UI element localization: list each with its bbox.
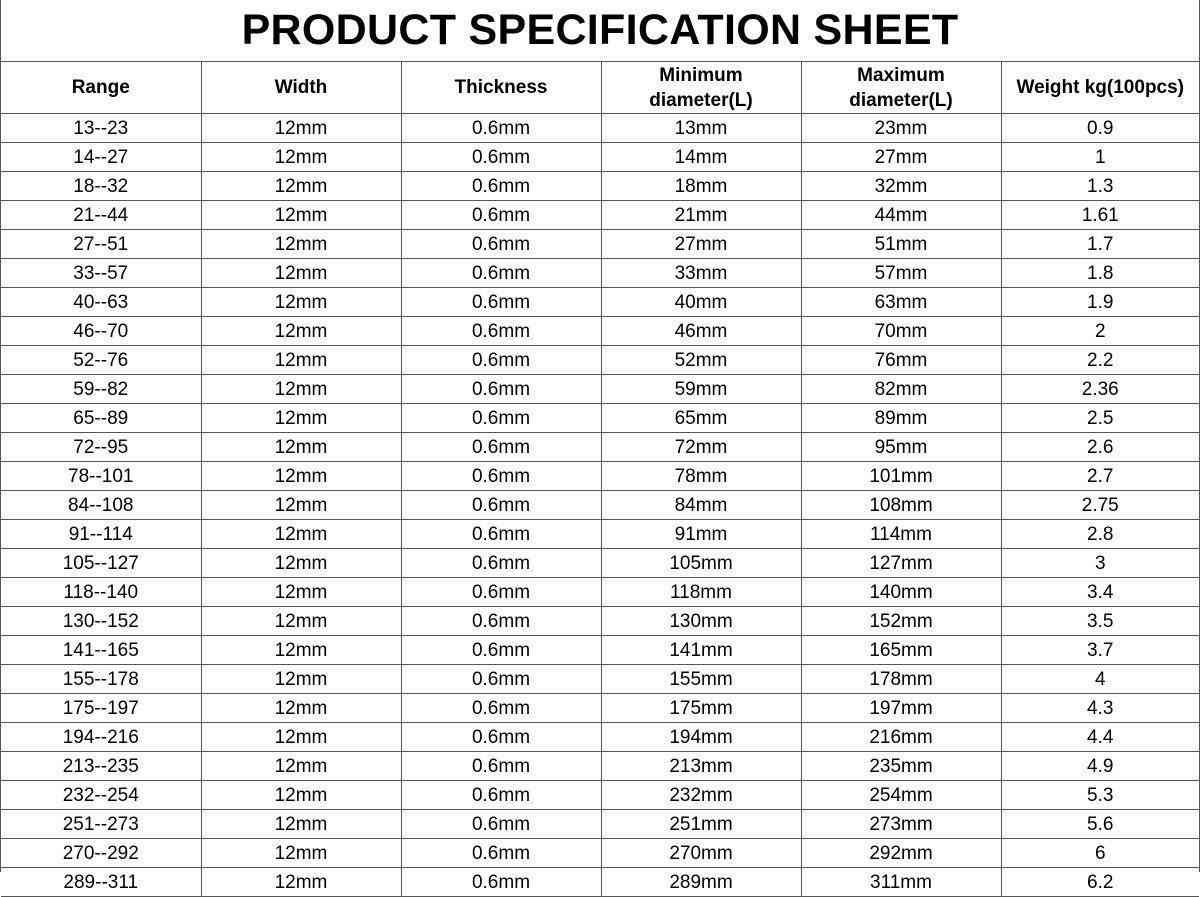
cell-width: 12mm: [201, 810, 401, 839]
cell-minimum-diameter: 175mm: [601, 694, 801, 723]
table-row: [1, 694, 1199, 723]
table-row: [1, 433, 1199, 462]
cell-width: 12mm: [201, 288, 401, 317]
cell-range: 105--127: [1, 549, 201, 578]
cell-maximum-diameter: 76mm: [801, 346, 1001, 375]
cell-weight: 1: [1001, 143, 1199, 172]
cell-width: 12mm: [201, 201, 401, 230]
table-row: [1, 114, 1199, 143]
cell-range: 91--114: [1, 520, 201, 549]
cell-thickness: 0.6mm: [401, 520, 601, 549]
table-row: [1, 839, 1199, 868]
cell-thickness: 0.6mm: [401, 375, 601, 404]
cell-width: 12mm: [201, 259, 401, 288]
cell-weight: 2.75: [1001, 491, 1199, 520]
cell-maximum-diameter: 82mm: [801, 375, 1001, 404]
cell-width: 12mm: [201, 346, 401, 375]
column-header-weight: [1001, 62, 1199, 114]
cell-minimum-diameter: 91mm: [601, 520, 801, 549]
cell-maximum-diameter: 140mm: [801, 578, 1001, 607]
cell-weight: 1.61: [1001, 201, 1199, 230]
cell-thickness: 0.6mm: [401, 810, 601, 839]
column-header-maximum-diameter: [801, 62, 1001, 114]
cell-thickness: 0.6mm: [401, 259, 601, 288]
cell-weight: 1.3: [1001, 172, 1199, 201]
cell-weight: 4.4: [1001, 723, 1199, 752]
table-row: [1, 317, 1199, 346]
cell-weight: 3.4: [1001, 578, 1199, 607]
cell-range: 270--292: [1, 839, 201, 868]
table-row: [1, 288, 1199, 317]
cell-maximum-diameter: 178mm: [801, 665, 1001, 694]
cell-range: 46--70: [1, 317, 201, 346]
cell-range: 118--140: [1, 578, 201, 607]
cell-weight: 4: [1001, 665, 1199, 694]
cell-maximum-diameter: 273mm: [801, 810, 1001, 839]
table-row: [1, 143, 1199, 172]
column-header-label: diameter(L): [849, 89, 953, 111]
cell-range: 175--197: [1, 694, 201, 723]
cell-thickness: 0.6mm: [401, 839, 601, 868]
table-row: [1, 549, 1199, 578]
table-row: [1, 346, 1199, 375]
column-header-width: [201, 62, 401, 114]
cell-width: 12mm: [201, 491, 401, 520]
cell-width: 12mm: [201, 839, 401, 868]
cell-range: 14--27: [1, 143, 201, 172]
cell-minimum-diameter: 105mm: [601, 549, 801, 578]
cell-maximum-diameter: 292mm: [801, 839, 1001, 868]
cell-weight: 1.9: [1001, 288, 1199, 317]
cell-weight: 2.5: [1001, 404, 1199, 433]
cell-thickness: 0.6mm: [401, 752, 601, 781]
cell-width: 12mm: [201, 462, 401, 491]
cell-thickness: 0.6mm: [401, 578, 601, 607]
cell-weight: 4.3: [1001, 694, 1199, 723]
cell-maximum-diameter: 101mm: [801, 462, 1001, 491]
cell-maximum-diameter: 235mm: [801, 752, 1001, 781]
cell-maximum-diameter: 216mm: [801, 723, 1001, 752]
cell-width: 12mm: [201, 607, 401, 636]
table-row: [1, 404, 1199, 433]
cell-range: 194--216: [1, 723, 201, 752]
cell-thickness: 0.6mm: [401, 694, 601, 723]
page-title: PRODUCT SPECIFICATION SHEET: [1, 0, 1199, 62]
cell-weight: 1.8: [1001, 259, 1199, 288]
cell-range: 84--108: [1, 491, 201, 520]
cell-maximum-diameter: 44mm: [801, 201, 1001, 230]
column-header-minimum-diameter: [601, 62, 801, 114]
cell-range: 251--273: [1, 810, 201, 839]
cell-minimum-diameter: 232mm: [601, 781, 801, 810]
cell-maximum-diameter: 51mm: [801, 230, 1001, 259]
cell-minimum-diameter: 194mm: [601, 723, 801, 752]
column-header-label: diameter(L): [649, 89, 753, 111]
cell-maximum-diameter: 114mm: [801, 520, 1001, 549]
cell-minimum-diameter: 14mm: [601, 143, 801, 172]
cell-thickness: 0.6mm: [401, 607, 601, 636]
cell-range: 72--95: [1, 433, 201, 462]
cell-range: 65--89: [1, 404, 201, 433]
cell-weight: 5.3: [1001, 781, 1199, 810]
column-header-label: Weight kg(100pcs): [1016, 77, 1185, 98]
table-header-row: [1, 62, 1199, 114]
cell-range: 213--235: [1, 752, 201, 781]
column-header-label: Minimum: [659, 64, 743, 86]
table-row: [1, 752, 1199, 781]
cell-range: 27--51: [1, 230, 201, 259]
cell-width: 12mm: [201, 665, 401, 694]
cell-width: 12mm: [201, 172, 401, 201]
cell-minimum-diameter: 155mm: [601, 665, 801, 694]
cell-thickness: 0.6mm: [401, 317, 601, 346]
cell-width: 12mm: [201, 781, 401, 810]
cell-thickness: 0.6mm: [401, 230, 601, 259]
cell-weight: 3.7: [1001, 636, 1199, 665]
cell-range: 21--44: [1, 201, 201, 230]
cell-maximum-diameter: 108mm: [801, 491, 1001, 520]
cell-weight: 2.6: [1001, 433, 1199, 462]
cell-maximum-diameter: 89mm: [801, 404, 1001, 433]
column-header-label: Range: [71, 77, 130, 98]
column-header-label: Width: [274, 77, 328, 98]
table-row: [1, 172, 1199, 201]
cell-minimum-diameter: 40mm: [601, 288, 801, 317]
cell-width: 12mm: [201, 375, 401, 404]
cell-thickness: 0.6mm: [401, 781, 601, 810]
cell-width: 12mm: [201, 723, 401, 752]
cell-maximum-diameter: 70mm: [801, 317, 1001, 346]
cell-width: 12mm: [201, 230, 401, 259]
cell-minimum-diameter: 251mm: [601, 810, 801, 839]
cell-maximum-diameter: 197mm: [801, 694, 1001, 723]
cell-width: 12mm: [201, 404, 401, 433]
cell-thickness: 0.6mm: [401, 114, 601, 143]
table-row: [1, 375, 1199, 404]
table-row: [1, 723, 1199, 752]
cell-maximum-diameter: 63mm: [801, 288, 1001, 317]
table-row: [1, 636, 1199, 665]
table-row: [1, 607, 1199, 636]
cell-range: 40--63: [1, 288, 201, 317]
cell-maximum-diameter: 32mm: [801, 172, 1001, 201]
table-row: [1, 578, 1199, 607]
cell-minimum-diameter: 72mm: [601, 433, 801, 462]
cell-thickness: 0.6mm: [401, 143, 601, 172]
table-row: [1, 810, 1199, 839]
cell-weight: 6: [1001, 839, 1199, 868]
cell-range: 155--178: [1, 665, 201, 694]
table-row: [1, 520, 1199, 549]
cell-width: 12mm: [201, 578, 401, 607]
cell-minimum-diameter: 59mm: [601, 375, 801, 404]
column-header-thickness: [401, 62, 601, 114]
cell-weight: 2.36: [1001, 375, 1199, 404]
cell-maximum-diameter: 127mm: [801, 549, 1001, 578]
cell-weight: 6.2: [1001, 868, 1199, 897]
cell-minimum-diameter: 46mm: [601, 317, 801, 346]
specification-table: [1, 62, 1199, 897]
cell-weight: 3: [1001, 549, 1199, 578]
column-header-label: Thickness: [454, 77, 548, 98]
table-row: [1, 665, 1199, 694]
cell-thickness: 0.6mm: [401, 665, 601, 694]
cell-thickness: 0.6mm: [401, 404, 601, 433]
table-row: [1, 259, 1199, 288]
cell-thickness: 0.6mm: [401, 491, 601, 520]
cell-weight: 0.9: [1001, 114, 1199, 143]
column-header-range: [1, 62, 201, 114]
cell-weight: 3.5: [1001, 607, 1199, 636]
cell-width: 12mm: [201, 433, 401, 462]
cell-range: 232--254: [1, 781, 201, 810]
cell-thickness: 0.6mm: [401, 723, 601, 752]
cell-minimum-diameter: 52mm: [601, 346, 801, 375]
cell-weight: 2.8: [1001, 520, 1199, 549]
cell-range: 18--32: [1, 172, 201, 201]
cell-range: 130--152: [1, 607, 201, 636]
cell-weight: 4.9: [1001, 752, 1199, 781]
cell-maximum-diameter: 311mm: [801, 868, 1001, 897]
table-row: [1, 201, 1199, 230]
cell-maximum-diameter: 165mm: [801, 636, 1001, 665]
cell-range: 289--311: [1, 868, 201, 897]
cell-range: 59--82: [1, 375, 201, 404]
cell-width: 12mm: [201, 694, 401, 723]
cell-thickness: 0.6mm: [401, 549, 601, 578]
cell-thickness: 0.6mm: [401, 288, 601, 317]
cell-minimum-diameter: 141mm: [601, 636, 801, 665]
cell-width: 12mm: [201, 520, 401, 549]
cell-minimum-diameter: 130mm: [601, 607, 801, 636]
cell-weight: 2: [1001, 317, 1199, 346]
cell-minimum-diameter: 270mm: [601, 839, 801, 868]
cell-thickness: 0.6mm: [401, 433, 601, 462]
cell-minimum-diameter: 84mm: [601, 491, 801, 520]
table-row: [1, 491, 1199, 520]
cell-minimum-diameter: 18mm: [601, 172, 801, 201]
cell-weight: 5.6: [1001, 810, 1199, 839]
cell-weight: 2.2: [1001, 346, 1199, 375]
cell-thickness: 0.6mm: [401, 868, 601, 897]
cell-width: 12mm: [201, 317, 401, 346]
table-body: [1, 114, 1199, 897]
cell-range: 33--57: [1, 259, 201, 288]
cell-width: 12mm: [201, 114, 401, 143]
cell-minimum-diameter: 27mm: [601, 230, 801, 259]
cell-maximum-diameter: 254mm: [801, 781, 1001, 810]
cell-range: 141--165: [1, 636, 201, 665]
table-row: [1, 462, 1199, 491]
cell-width: 12mm: [201, 752, 401, 781]
cell-maximum-diameter: 23mm: [801, 114, 1001, 143]
cell-minimum-diameter: 65mm: [601, 404, 801, 433]
cell-maximum-diameter: 27mm: [801, 143, 1001, 172]
cell-minimum-diameter: 289mm: [601, 868, 801, 897]
cell-thickness: 0.6mm: [401, 201, 601, 230]
table-row: [1, 230, 1199, 259]
cell-minimum-diameter: 33mm: [601, 259, 801, 288]
table-row: [1, 781, 1199, 810]
cell-width: 12mm: [201, 143, 401, 172]
cell-weight: 1.7: [1001, 230, 1199, 259]
cell-minimum-diameter: 78mm: [601, 462, 801, 491]
cell-thickness: 0.6mm: [401, 636, 601, 665]
cell-minimum-diameter: 213mm: [601, 752, 801, 781]
cell-maximum-diameter: 95mm: [801, 433, 1001, 462]
cell-range: 78--101: [1, 462, 201, 491]
cell-range: 52--76: [1, 346, 201, 375]
column-header-label: Maximum: [857, 64, 945, 86]
cell-minimum-diameter: 21mm: [601, 201, 801, 230]
cell-width: 12mm: [201, 549, 401, 578]
cell-minimum-diameter: 13mm: [601, 114, 801, 143]
cell-minimum-diameter: 118mm: [601, 578, 801, 607]
cell-thickness: 0.6mm: [401, 346, 601, 375]
cell-width: 12mm: [201, 868, 401, 897]
cell-width: 12mm: [201, 636, 401, 665]
cell-thickness: 0.6mm: [401, 172, 601, 201]
cell-range: 13--23: [1, 114, 201, 143]
cell-maximum-diameter: 152mm: [801, 607, 1001, 636]
cell-thickness: 0.6mm: [401, 462, 601, 491]
cell-maximum-diameter: 57mm: [801, 259, 1001, 288]
cell-weight: 2.7: [1001, 462, 1199, 491]
